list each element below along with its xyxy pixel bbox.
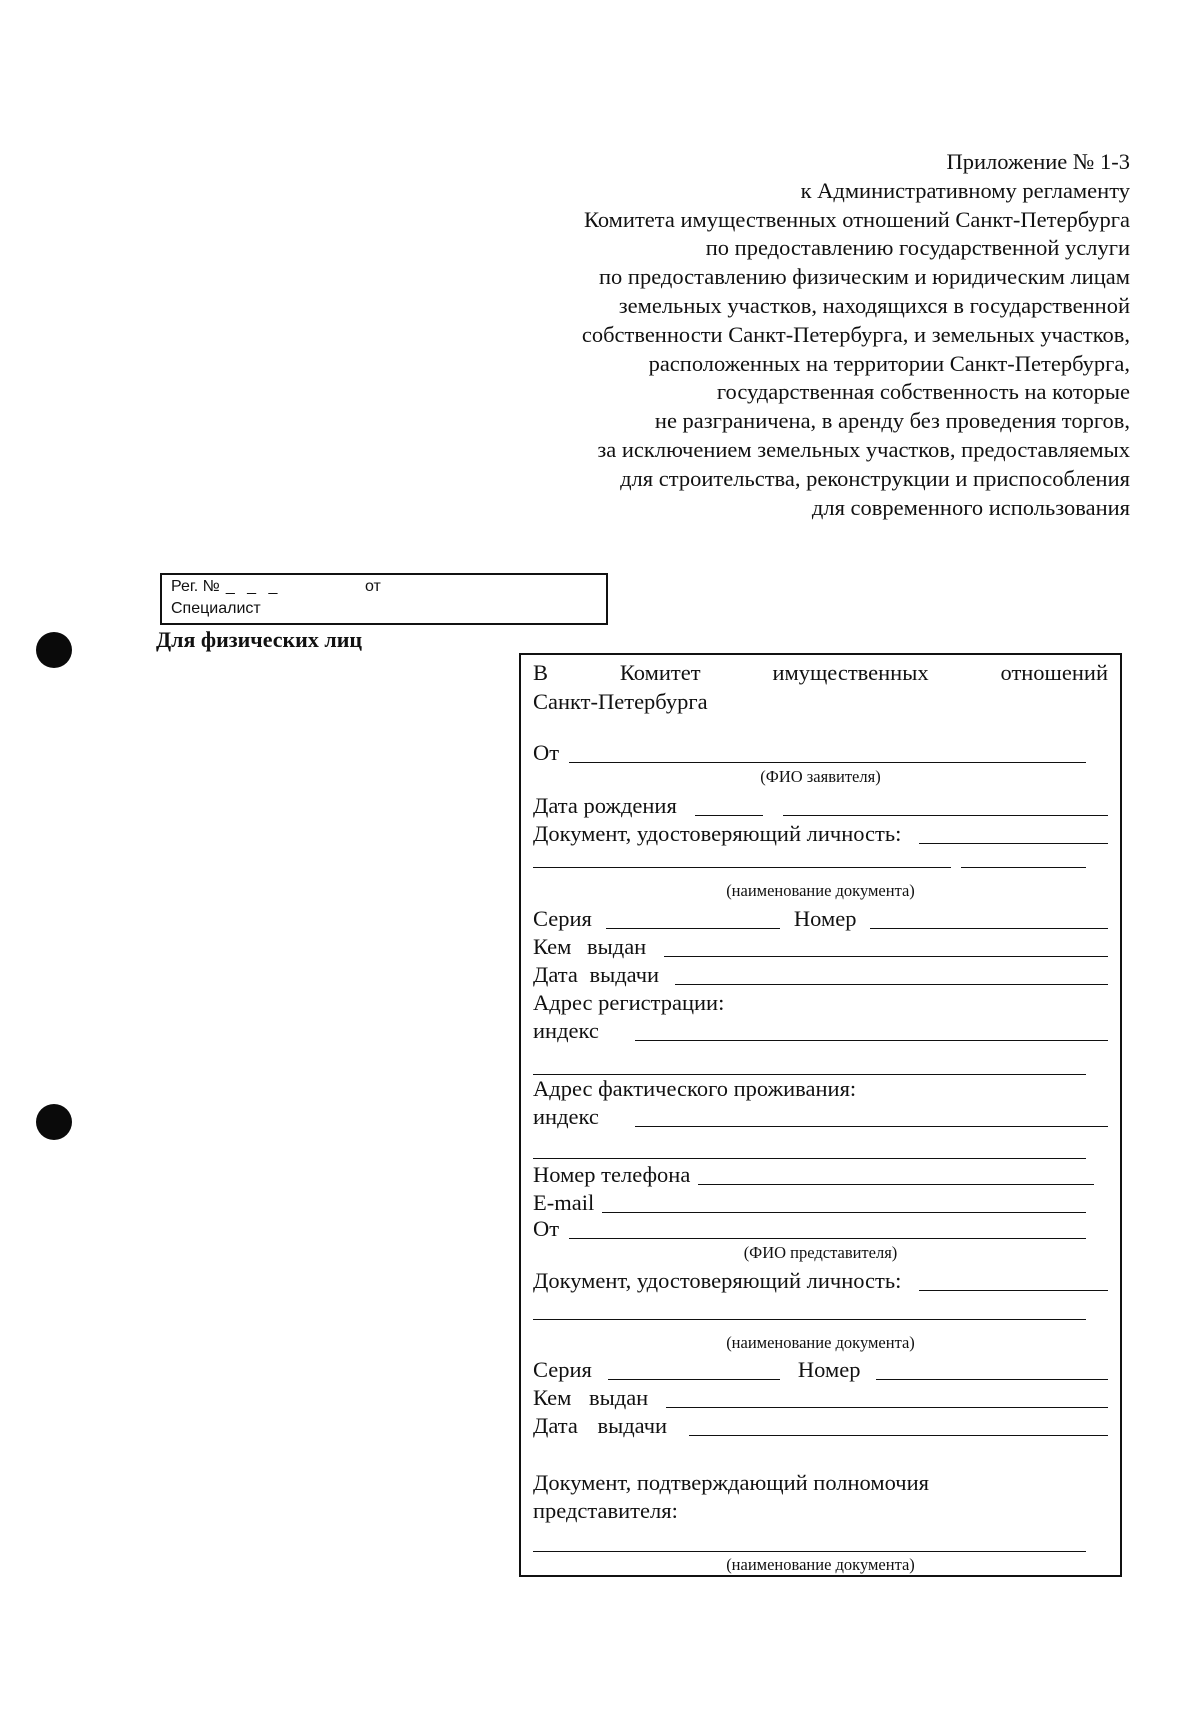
representative-name-field[interactable] <box>569 1238 1086 1239</box>
applicant-name-row <box>533 739 1086 767</box>
rep-issue-date-row <box>533 1412 1108 1440</box>
rep-from-label: От <box>533 1216 560 1241</box>
reg-date-label: от <box>365 578 381 595</box>
registration-index-field[interactable] <box>635 1040 1108 1041</box>
actual-index-row <box>533 1103 1108 1131</box>
phone-row <box>533 1161 1094 1189</box>
issued-by-label: Кем выдан <box>533 934 647 959</box>
punch-hole <box>36 1104 72 1140</box>
id-document-row <box>533 820 1108 848</box>
authority-document-line[interactable] <box>533 1551 1086 1552</box>
rep-id-document-row <box>533 1267 1108 1295</box>
specialist-label: Специалист <box>171 600 261 617</box>
email-label: E-mail <box>533 1190 595 1215</box>
rep-document-name-caption: (наименование документа) <box>726 1333 915 1352</box>
birth-date-field[interactable] <box>695 815 763 816</box>
rep-issued-by-field[interactable] <box>666 1407 1108 1408</box>
id-document-label: Документ, удостоверяющий личность: <box>533 821 902 846</box>
series-label: Серия <box>533 906 592 931</box>
reg-number-field[interactable]: _ _ _ <box>225 578 282 595</box>
appendix-header <box>430 148 1130 522</box>
rep-series-number-row <box>533 1356 1108 1384</box>
actual-index-field[interactable] <box>635 1126 1108 1127</box>
addressee-word: имущественных <box>772 660 929 685</box>
authority-document-label-cont: представителя: <box>533 1498 678 1523</box>
email-field[interactable] <box>602 1212 1086 1213</box>
issued-by-row <box>533 933 1108 961</box>
authority-document-label: Документ, подтверждающий полномочия <box>533 1470 929 1495</box>
phone-field[interactable] <box>698 1184 1094 1185</box>
rep-number-label: Номер <box>797 1357 861 1382</box>
addressee-word: Комитет <box>619 660 701 685</box>
appendix-line: Комитета имущественных отношений Санкт-Петербурга <box>583 206 1130 232</box>
number-label: Номер <box>793 906 857 931</box>
actual-address-label: Адрес фактического проживания: <box>533 1076 857 1101</box>
id-document-field[interactable] <box>919 843 1108 844</box>
appendix-line: для строительства, реконструкции и приспособления <box>620 465 1130 491</box>
document-name-line[interactable] <box>533 867 951 868</box>
rep-series-label: Серия <box>533 1357 592 1382</box>
representative-name-caption: (ФИО представителя) <box>743 1243 898 1262</box>
phone-label: Номер телефона <box>533 1162 691 1187</box>
addressee-word: В <box>533 660 549 685</box>
rep-issue-date-label: Дата выдачи <box>533 1413 668 1438</box>
issue-date-row <box>533 961 1108 989</box>
appendix-line: собственности Санкт-Петербурга, и земельных участков, <box>581 321 1130 347</box>
addressee-word: отношений <box>1000 660 1108 685</box>
issue-date-label: Дата выдачи <box>533 962 660 987</box>
actual-address-line[interactable] <box>533 1158 1086 1159</box>
issue-date-field[interactable] <box>675 984 1108 985</box>
birth-date-label: Дата рождения <box>533 793 677 818</box>
registration-box <box>160 573 608 625</box>
index-label: индекс <box>533 1018 599 1043</box>
rep-id-document-label: Документ, удостоверяющий личность: <box>533 1268 902 1293</box>
applicant-name-caption: (ФИО заявителя) <box>760 767 881 786</box>
rep-id-document-field[interactable] <box>919 1290 1108 1291</box>
appendix-line: за исключением земельных участков, предоставляемых <box>597 436 1130 462</box>
addressee-line <box>533 660 1108 688</box>
rep-number-field[interactable] <box>876 1379 1108 1380</box>
birth-date-row <box>533 792 1108 820</box>
rep-issued-by-label: Кем выдан <box>533 1385 649 1410</box>
section-title: Для физических лиц <box>156 627 363 652</box>
application-form <box>519 653 1122 1577</box>
punch-hole <box>36 632 72 668</box>
birth-place-field[interactable] <box>783 815 1108 816</box>
authority-document-caption: (наименование документа) <box>726 1555 915 1574</box>
registration-index-row <box>533 1017 1108 1045</box>
appendix-line: земельных участков, находящихся в государственной <box>618 292 1130 318</box>
index-label: индекс <box>533 1104 599 1129</box>
rep-issue-date-field[interactable] <box>689 1435 1108 1436</box>
rep-issued-by-row <box>533 1384 1108 1412</box>
appendix-line: по предоставлению физическим и юридическим лицам <box>598 264 1130 290</box>
appendix-line: к Административному регламенту <box>800 177 1130 203</box>
appendix-line: расположенных на территории Санкт-Петербурга, <box>648 350 1130 376</box>
appendix-line: не разграничена, в аренду без проведения торгов, <box>654 408 1130 434</box>
representative-name-row <box>533 1215 1086 1243</box>
registration-address-label: Адрес регистрации: <box>533 990 725 1015</box>
from-label: От <box>533 740 560 765</box>
applicant-name-field[interactable] <box>569 762 1086 763</box>
series-field[interactable] <box>606 928 780 929</box>
reg-number-label: Рег. № <box>171 578 220 595</box>
document-name-caption: (наименование документа) <box>726 881 915 900</box>
addressee-city: Санкт-Петербурга <box>533 689 708 714</box>
document-name-line-extra[interactable] <box>961 867 1086 868</box>
rep-document-name-line[interactable] <box>533 1319 1086 1320</box>
email-row <box>533 1189 1086 1217</box>
appendix-line: Приложение № 1-3 <box>946 149 1130 174</box>
issued-by-field[interactable] <box>664 956 1108 957</box>
appendix-line: государственная собственность на которые <box>716 379 1130 405</box>
series-number-row <box>533 905 1108 933</box>
appendix-line: для современного использования <box>811 494 1130 520</box>
appendix-line: по предоставлению государственной услуги <box>705 235 1130 261</box>
number-field[interactable] <box>870 928 1108 929</box>
rep-series-field[interactable] <box>608 1379 780 1380</box>
